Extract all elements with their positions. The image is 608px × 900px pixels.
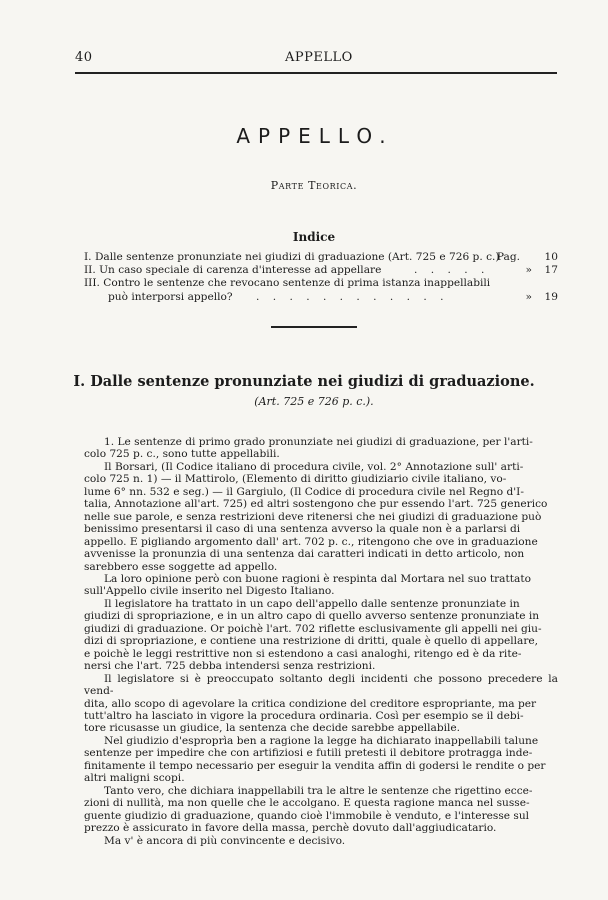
toc-entry-title: Un caso speciale di carenza d'interesse ad appellare [99,264,382,277]
running-header [75,50,557,68]
body-line: colo 725 p. c., sono tutte appellabili. [84,448,280,461]
body-line: nersi che l'art. 725 debba intendersi senza restrizioni. [84,660,376,673]
header-rule [75,72,557,74]
body-line: 1. Le sentenze di primo grado pronunziate nei giudizi di graduazione, per l'arti- [104,436,533,448]
body-line: Ma v' è ancora di più convincente e decisivo. [104,834,346,847]
toc-entry [84,277,558,290]
toc-entry-title: Dalle sentenze pronunziate nei giudizi di graduazione (Art. 725 e 726 p. c.) [94,251,500,263]
page-title: APPELLO. [236,124,394,148]
body-line: dizi di spropriazione, e contiene una restrizione di dritti, quale è quello di appellare, [84,635,539,648]
toc-page-number: 17 [544,264,558,277]
body-line: Tanto vero, che dichiara inappellabili tra le altre le sentenze che rigettino ecce- [104,784,533,797]
body-line: talia, Annotazione all'art. 725) ed altri sostengono che pur essendo l'art. 725 generico [84,498,548,511]
body-line: dita, allo scopo di agevolare la critica condizione del creditore espropriante, ma per [84,697,537,710]
body-line: sull'Appello civile inserito nel Digesto Italiano. [84,585,335,598]
body-line: avvenisse la pronunzia di una sentenza dai caratteri indicati in detto articolo, non [84,548,525,561]
body-line: appello. E pigliando argomento dall' art. 702 p. c., ritengono che ove in graduazione [84,535,538,548]
toc-entry [84,251,558,264]
body-line: Il legislatore si è preoccupato soltanto degli incidenti che possono precedere la vend- [84,672,558,698]
toc-page-label: Pag. [496,251,520,263]
toc-page-label: » [525,264,532,277]
table-of-contents [84,251,558,304]
part-title-text: Parte Teorica. [270,179,358,192]
body-line: tutt'altro ha lasciato in vigore la procedura ordinaria. Così per esempio se il debi- [84,709,524,722]
page-number: 40 [75,50,93,65]
toc-entry-title-continued: può interporsi appello? [108,290,233,303]
body-line: giudizi di graduazione. Or poichè l'art. 702 riflette esclusivamente gli appelli nei giu- [84,622,542,635]
body-line: Il legislatore ha trattato in un capo dell'appello dalle sentenze pronunziate in [104,597,520,610]
toc-page-label: » [525,290,532,303]
body-line: colo 725 n. 1) — il Mattirolo, (Elemento di diritto giudiziario civile italiano, vo- [84,473,507,486]
running-title: APPELLO [285,50,353,65]
body-line: zioni di nullità, ma non quelle che le accolgano. E questa ragione manca nel susse- [84,797,530,810]
toc-leader-dots: . . . . . . . . . . . . [256,290,449,303]
body-line: finitamente il tempo necessario per eseguir la vendita affin di godersi le rendite o per [84,759,546,772]
body-line: La loro opinione però con buone ragioni è respinta dal Mortara nel suo trattato [104,572,531,585]
section-heading: I. Dalle sentenze pronunziate nei giudizi di graduazione. [73,373,535,390]
body-line: sarebbero esse soggette ad appello. [84,560,278,573]
section-divider [271,326,357,328]
part-title [0,179,608,192]
body-line: lume 6° nn. 532 e seg.) — il Gargiulo, (Il Codice di procedura civile nel Regno d'I- [84,485,524,498]
body-line: tore ricusasse un giudice, la sentenza che decide sarebbe appellabile. [84,722,461,735]
toc-entry-number: III. [84,277,100,290]
body-line: prezzo è assicurato in favore della massa, perchè dovuto dall'aggiudicatario. [84,822,497,835]
body-line: benissimo presentarsi il caso di una sentenza avverso la quale non è a parlarsi di [84,523,521,536]
body-line: guente giudizio di graduazione, quando cioè l'immobile è venduto, e l'interesse sul [84,809,530,822]
toc-entry-title: Contro le sentenze che revocano sentenze di prima istanza inappellabili [103,277,491,290]
index-heading: Indice [292,230,336,244]
body-line: nelle sue parole, e senza restrizioni deve ritenersi che nei giudizi di graduazione può [84,510,542,523]
body-line: giudizi di spropriazione, e in un altro capo di quello avverso sentenze pronunziate in [84,610,540,623]
body-line: Il Borsari, (Il Codice italiano di procedura civile, vol. 2° Annotazione sull' arti- [104,460,524,473]
body-text [84,436,558,847]
body-line: sentenze per impedire che con artifiziosi e futili pretesti il debitore protragga inde- [84,747,533,760]
section-subheading: (Art. 725 e 726 p. c.). [254,395,374,408]
toc-entry-number: II. [84,264,96,277]
toc-entry-number: I. [84,251,92,263]
toc-leader-dots: . . . . . [414,264,490,277]
toc-entry [84,264,558,277]
body-line: Nel giudizio d'esproprìa ben a ragione la legge ha dichiarato inappellabili talune [104,734,539,747]
body-line: e poichè le leggi restrittive non si estendono a casi analoghi, ritengo ed è da rite- [84,647,522,660]
body-line: altri maligni scopi. [84,772,185,785]
toc-entry-continued [84,291,558,304]
toc-page-number: 10 [544,251,558,263]
toc-page-number: 19 [544,290,558,303]
